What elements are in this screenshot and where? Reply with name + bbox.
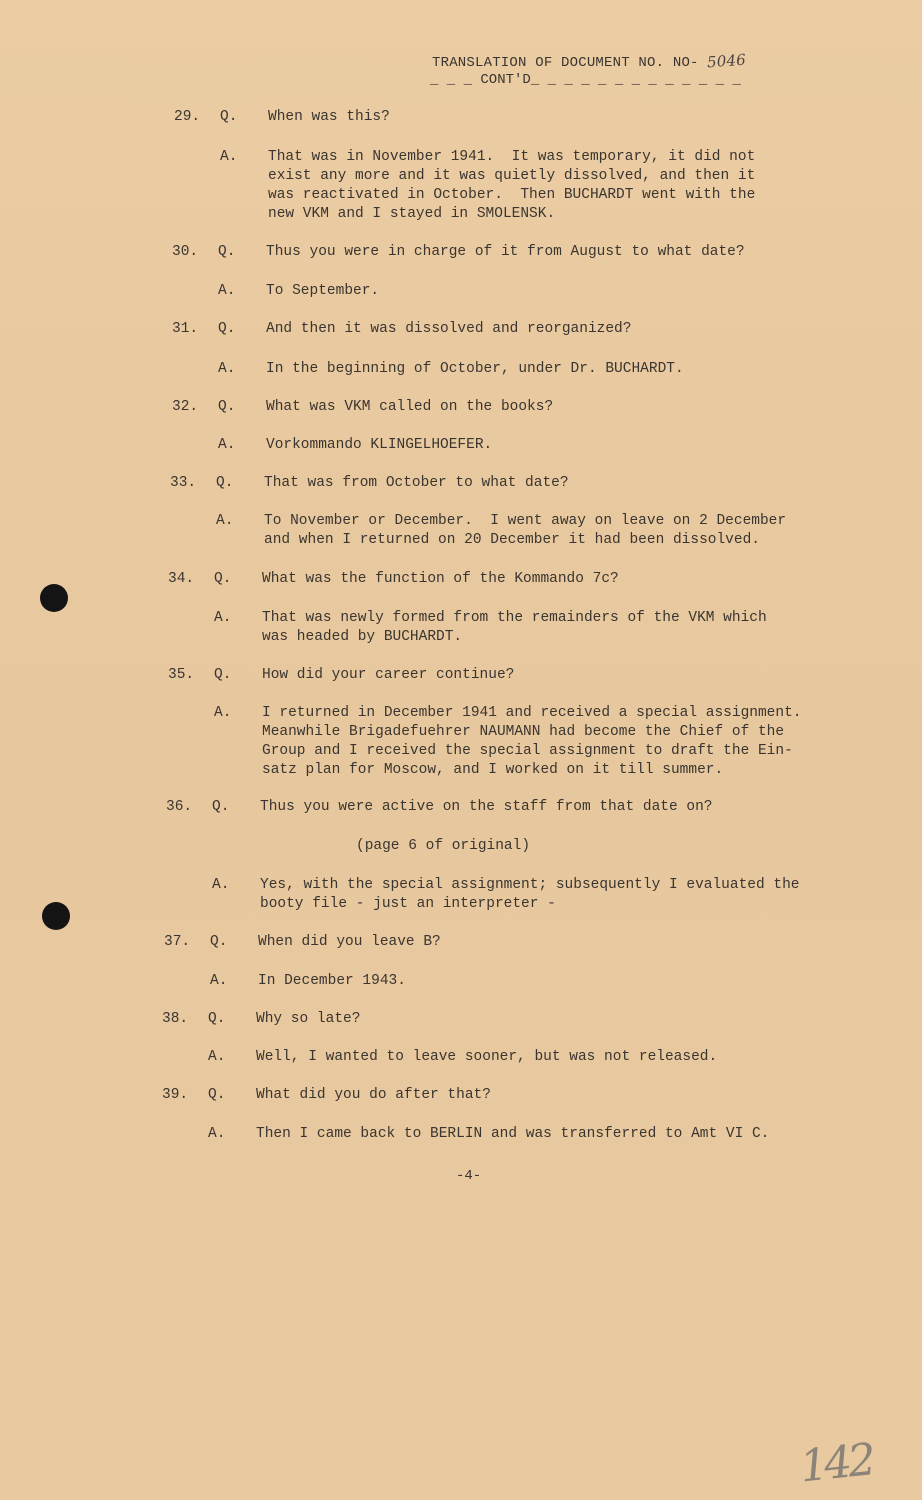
header-continuation: _ _ _ CONT'D_ _ _ _ _ _ _ _ _ _ _ _ _ [430,72,741,88]
question-label: Q. [216,475,234,491]
answer-text: Vorkommando KLINGELHOEFER. [266,437,493,453]
answer-text: In December 1943. [258,973,406,989]
answer-label: A. [214,610,232,626]
question-number: 31. [172,321,199,337]
question-label: Q. [218,321,236,337]
answer-label: A. [208,1126,226,1142]
question-number: 35. [168,667,195,683]
answer-label: A. [210,973,228,989]
question-text: What did you do after that? [256,1087,491,1103]
document-header [432,52,746,71]
question-number: 29. [174,109,201,125]
question-number: 30. [172,244,199,260]
question-text: How did your career continue? [262,667,515,683]
question-number: 37. [164,934,191,950]
question-number: 38. [162,1011,189,1027]
question-text: When did you leave B? [258,934,441,950]
answer-text: Yes, with the special assignment; subsequently I evaluated the booty file - just an interpreter - [260,877,800,912]
handwritten-page-number: 142 [797,1434,875,1493]
answer-text: That was newly formed from the remainders of the VKM which was headed by BUCHARDT. [262,610,767,645]
answer-label: A. [214,705,232,721]
answer-text: Then I came back to BERLIN and was transferred to Amt VI C. [256,1126,770,1142]
answer-label: A. [218,361,236,377]
question-label: Q. [214,667,232,683]
question-text: Thus you were in charge of it from August to what date? [266,244,745,260]
question-label: Q. [212,799,230,815]
answer-label: A. [218,283,236,299]
question-text: Thus you were active on the staff from that date on? [260,799,713,815]
question-label: Q. [208,1011,226,1027]
answer-label: A. [220,149,238,165]
page-footer: -4- [456,1168,482,1184]
question-label: Q. [208,1087,226,1103]
page-note: (page 6 of original) [356,838,531,854]
question-number: 34. [168,571,195,587]
answer-label: A. [216,513,234,529]
answer-label: A. [212,877,230,893]
answer-text: That was in November 1941. It was temporary, it did not exist any more and it was quietly dissolved, and then it was reactivated in October. Then BUCHARDT went with the new VKM and I stayed in SMOLENSK. [268,149,756,222]
question-label: Q. [210,934,228,950]
question-label: Q. [218,399,236,415]
punch-hole-top [40,584,68,612]
answer-text: To September. [266,283,380,299]
question-text: What was VKM called on the books? [266,399,554,415]
document-number: 5046 [706,50,747,72]
question-label: Q. [218,244,236,260]
question-text: And then it was dissolved and reorganized? [266,321,632,337]
answer-text: Well, I wanted to leave sooner, but was not released. [256,1049,718,1065]
answer-text: I returned in December 1941 and received a special assignment. Meanwhile Brigadefuehrer NAUMANN had become the Chief of the Group and I received the special assignment to draft the Ein- satz plan for Moscow, and I worked on it till summer. [262,705,802,778]
question-label: Q. [214,571,232,587]
question-label: Q. [220,109,238,125]
header-title: TRANSLATION OF DOCUMENT NO. NO- [432,55,699,71]
question-text: What was the function of the Kommando 7c? [262,571,619,587]
answer-label: A. [218,437,236,453]
punch-hole-bottom [42,902,70,930]
answer-text: To November or December. I went away on leave on 2 December and when I returned on 20 December it had been dissolved. [264,513,787,548]
question-text: Why so late? [256,1011,361,1027]
question-text: That was from October to what date? [264,475,569,491]
question-number: 36. [166,799,193,815]
question-text: When was this? [268,109,390,125]
answer-label: A. [208,1049,226,1065]
question-number: 33. [170,475,197,491]
question-number: 32. [172,399,199,415]
answer-text: In the beginning of October, under Dr. BUCHARDT. [266,361,684,377]
question-number: 39. [162,1087,189,1103]
